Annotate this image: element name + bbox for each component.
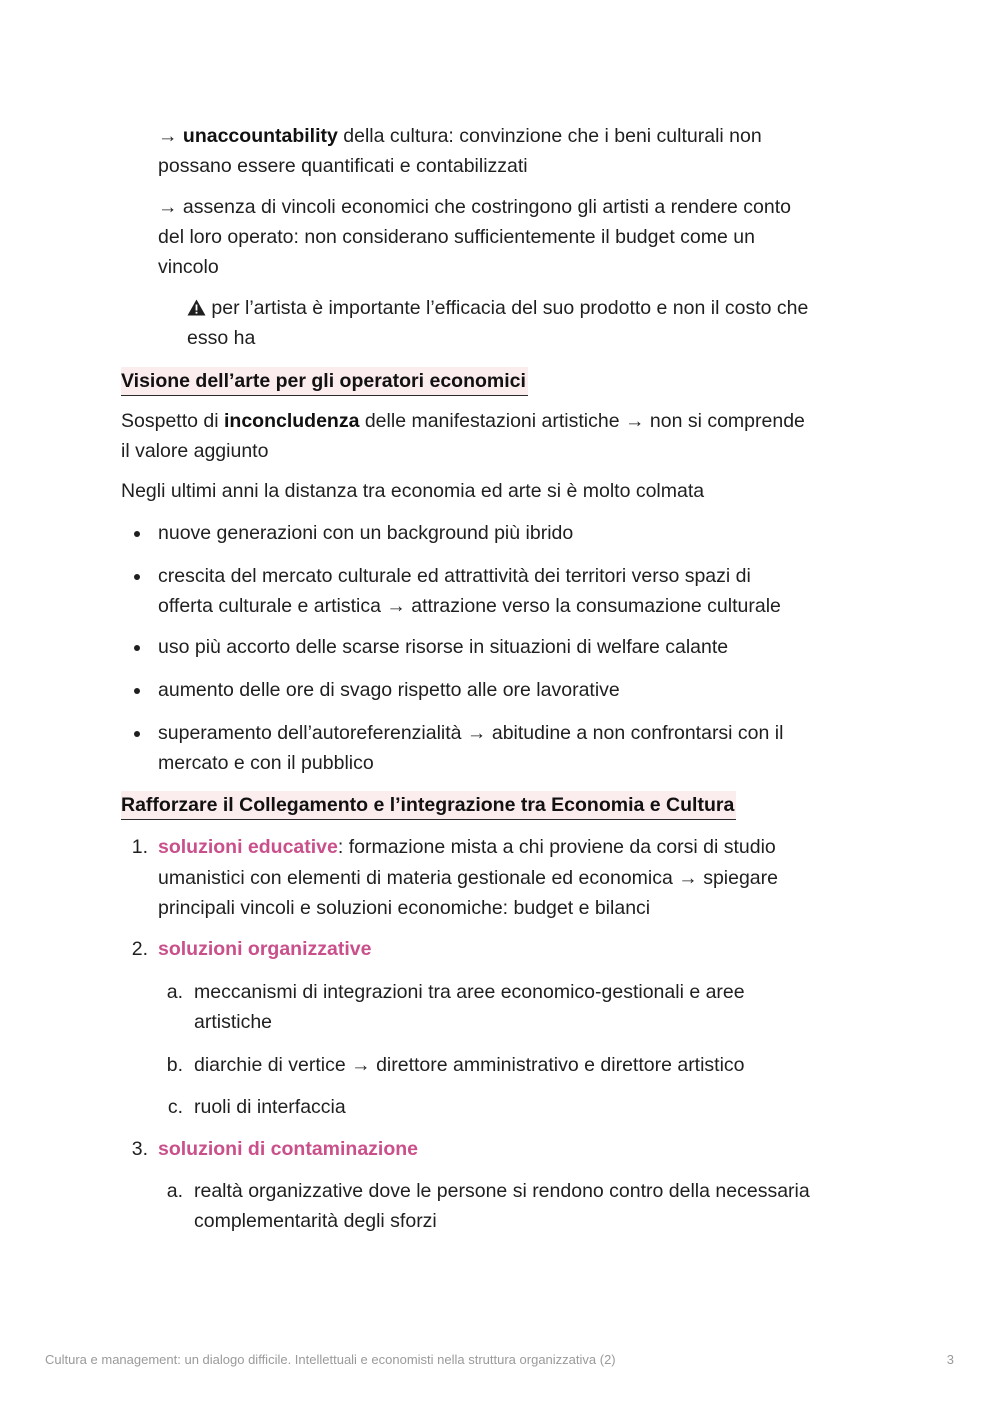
list-item-continuation: offerta culturale e artistica → attrazione verso la consumazione culturale (158, 595, 781, 617)
list-item: nuove generazioni con un background più ibrido (158, 522, 574, 544)
sublist-letter: a. (166, 981, 183, 1003)
highlight-term: soluzioni di contaminazione (158, 1138, 419, 1160)
list-number: 2. (131, 938, 148, 960)
list-item: crescita del mercato culturale ed attrattività dei territori verso spazi di (158, 565, 751, 587)
text-line: assenza di vincoli economici che costringono gli artisti a rendere conto (182, 196, 791, 218)
text-line: delle manifestazioni artistiche → non si comprende (359, 410, 805, 432)
text-line: della cultura: convinzione che i beni culturali non (337, 125, 762, 147)
sublist-item: ruoli di interfaccia (194, 1096, 346, 1118)
arrow-icon: → (158, 196, 183, 218)
bold-term: inconcludenza (223, 410, 360, 432)
section-heading: Visione dell’arte per gli operatori economici (121, 367, 528, 396)
text-line: vincolo (158, 256, 219, 278)
bullet-dot (134, 731, 140, 737)
sublist-item: diarchie di vertice → direttore amministrativo e direttore artistico (194, 1054, 745, 1076)
text-line: per l’artista è importante l’efficacia del suo prodotto e non il costo che (206, 297, 809, 319)
section-heading: Rafforzare il Collegamento e l’integrazione tra Economia e Cultura (121, 791, 736, 820)
text-line: il valore aggiunto (121, 440, 269, 462)
sublist-letter: c. (167, 1096, 183, 1118)
sublist-item: realtà organizzative dove le persone si rendono contro della necessaria (194, 1180, 810, 1202)
text-line: principali vincoli e soluzioni economiche: budget e bilanci (158, 897, 651, 919)
numbered-item (158, 832, 776, 862)
text-line: umanistici con elementi di materia gestionale ed economica → spiegare (158, 867, 778, 889)
sublist-letter: b. (166, 1054, 183, 1076)
warning-note (187, 293, 808, 325)
list-number: 3. (131, 1138, 148, 1160)
list-item-continuation: mercato e con il pubblico (158, 752, 374, 774)
arrow-icon: → (158, 125, 183, 147)
text-line: Sospetto di (121, 410, 224, 432)
text-line: esso ha (187, 327, 256, 349)
bullet-dot (134, 531, 140, 537)
sublist-letter: a. (166, 1180, 183, 1202)
warning-icon (187, 295, 206, 325)
bullet-dot (134, 688, 140, 694)
paragraph-distanza: Negli ultimi anni la distanza tra economia ed arte si è molto colmata (121, 480, 705, 502)
paragraph-unaccountability (158, 121, 762, 151)
bullet-dot (134, 574, 140, 580)
list-item: uso più accorto delle scarse risorse in situazioni di welfare calante (158, 636, 729, 658)
bullet-dot (134, 645, 140, 651)
list-item: aumento delle ore di svago rispetto alle ore lavorative (158, 679, 620, 701)
sublist-item: meccanismi di integrazioni tra aree economico-gestionali e aree (194, 981, 745, 1003)
list-number: 1. (131, 836, 148, 858)
bold-term: unaccountability (182, 125, 338, 147)
highlight-term: soluzioni educative (158, 836, 338, 858)
footer-title: Cultura e management: un dialogo difficile. Intellettuali e economisti nella struttura organizzativa (2) (45, 1352, 616, 1367)
paragraph-inconcludenza (121, 406, 805, 436)
paragraph-vincoli (158, 192, 791, 222)
text-line: possano essere quantificati e contabilizzati (158, 155, 528, 177)
text-line: del loro operato: non considerano sufficientemente il budget come un (158, 226, 755, 248)
sublist-item-continuation: complementarità degli sforzi (194, 1210, 437, 1232)
list-item: superamento dell’autoreferenzialità → abitudine a non confrontarsi con il (158, 722, 784, 744)
highlight-term: soluzioni organizzative (158, 938, 372, 960)
page-number: 3 (946, 1352, 954, 1367)
text-line: : formazione mista a chi proviene da corsi di studio (337, 836, 776, 858)
sublist-item-continuation: artistiche (194, 1011, 273, 1033)
